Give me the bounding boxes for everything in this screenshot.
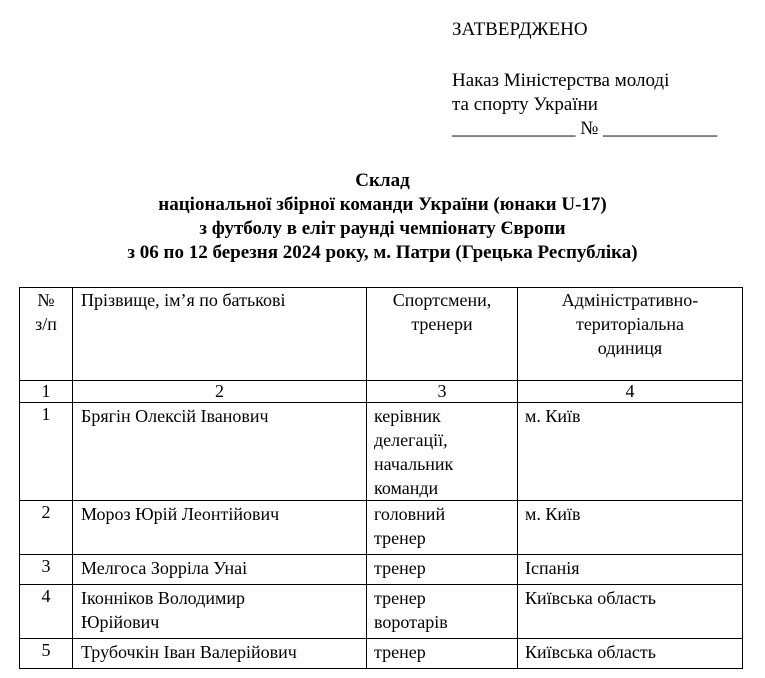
person-role bbox=[367, 501, 518, 555]
admin-unit: Київська область bbox=[518, 585, 743, 639]
person-role-line: головний bbox=[374, 504, 446, 524]
person-role-line: тренер bbox=[374, 588, 426, 608]
title-line-2: національної збірної команди України (юнаки U-17) bbox=[158, 194, 607, 215]
person-role-line: делегації, bbox=[374, 430, 448, 450]
person-name-line: Брягін Олексій Іванович bbox=[81, 406, 269, 426]
header-role: Спортсмени, тренери bbox=[367, 288, 518, 381]
order-line-1: Наказ Міністерства молоді bbox=[452, 70, 670, 91]
admin-unit: Іспанія bbox=[518, 555, 743, 585]
order-number-line: _____________ № ____________ bbox=[452, 118, 718, 139]
header-name: Прізвище, ім’я по батькові bbox=[73, 288, 367, 381]
roster-table bbox=[19, 287, 743, 669]
person-name-line: Іконніков Володимир bbox=[81, 588, 245, 608]
person-role-line: команди bbox=[374, 478, 439, 498]
person-role-line: тренер bbox=[374, 558, 426, 578]
title-line-4: з 06 по 12 березня 2024 року, м. Патри (Грецька Республіка) bbox=[127, 242, 638, 263]
order-line-2: та спорту України bbox=[452, 94, 598, 115]
person-role-line: начальник bbox=[374, 454, 454, 474]
person-name bbox=[73, 639, 367, 669]
table-row bbox=[20, 585, 743, 639]
header-row bbox=[20, 288, 743, 381]
person-role bbox=[367, 555, 518, 585]
table-row bbox=[20, 555, 743, 585]
title-line-3: з футболу в еліт раунді чемпіонату Європи bbox=[199, 218, 566, 239]
table-row bbox=[20, 501, 743, 555]
column-number: 4 bbox=[518, 381, 743, 403]
row-number: 3 bbox=[20, 555, 73, 585]
column-number: 2 bbox=[73, 381, 367, 403]
admin-unit: м. Київ bbox=[518, 403, 743, 501]
person-role bbox=[367, 639, 518, 669]
row-number: 4 bbox=[20, 585, 73, 639]
admin-unit: м. Київ bbox=[518, 501, 743, 555]
approval-heading: ЗАТВЕРДЖЕНО bbox=[452, 19, 588, 40]
person-name bbox=[73, 555, 367, 585]
document-title bbox=[0, 169, 765, 265]
column-number-row bbox=[20, 381, 743, 403]
person-name-line: Мелгоса Зорріла Унаі bbox=[81, 558, 248, 578]
person-name bbox=[73, 403, 367, 501]
approval-block bbox=[452, 18, 717, 141]
person-role-line: воротарів bbox=[374, 612, 448, 632]
person-name bbox=[73, 585, 367, 639]
person-role-line: тренер bbox=[374, 528, 426, 548]
person-name bbox=[73, 501, 367, 555]
row-number: 1 bbox=[20, 403, 73, 501]
column-number: 3 bbox=[367, 381, 518, 403]
person-role-line: тренер bbox=[374, 642, 426, 662]
person-name-line: Юрійович bbox=[81, 612, 160, 632]
title-line-1: Склад bbox=[355, 170, 410, 191]
table-row bbox=[20, 403, 743, 501]
person-name-line: Мороз Юрій Леонтійович bbox=[81, 504, 280, 524]
row-number: 2 bbox=[20, 501, 73, 555]
header-admin: Адміністративно- територіальна одиниця bbox=[518, 288, 743, 381]
row-number: 5 bbox=[20, 639, 73, 669]
person-name-line: Трубочкін Іван Валерійович bbox=[81, 642, 297, 662]
column-number: 1 bbox=[20, 381, 73, 403]
admin-unit: Київська область bbox=[518, 639, 743, 669]
person-role bbox=[367, 585, 518, 639]
person-role bbox=[367, 403, 518, 501]
person-role-line: керівник bbox=[374, 406, 441, 426]
header-num: № з/п bbox=[20, 288, 73, 381]
table-row bbox=[20, 639, 743, 669]
